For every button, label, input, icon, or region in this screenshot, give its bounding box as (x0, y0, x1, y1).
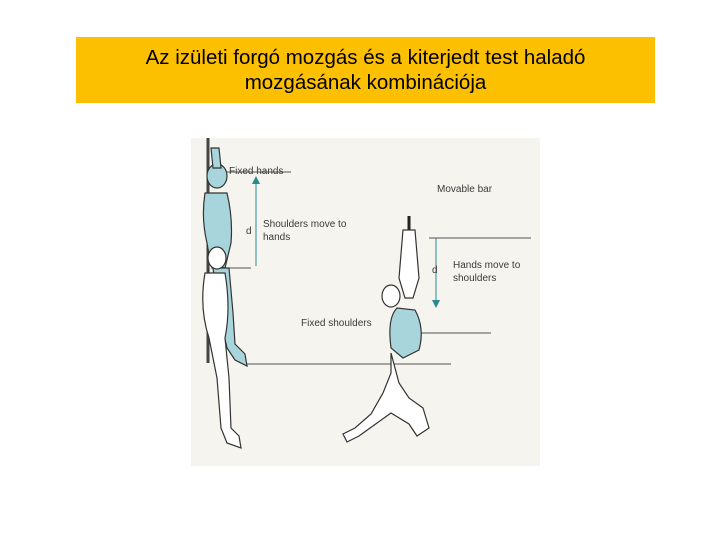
title-line-1: Az izületi forgó mozgás és a kiterjedt test haladó (145, 46, 586, 69)
climber-figure (203, 148, 247, 448)
right-arrowhead (432, 300, 440, 308)
label-shoulders-move-1: Shoulders move to (263, 219, 347, 230)
title-line-2: mozgásának kombinációja (244, 71, 487, 94)
label-d-left: d (246, 226, 252, 237)
label-shoulders-move-2: hands (263, 232, 291, 243)
label-movable-bar: Movable bar (437, 184, 493, 195)
label-hands-move-2: shoulders (453, 273, 497, 284)
left-arrowhead (252, 176, 260, 184)
label-fixed-hands: Fixed hands (229, 166, 284, 177)
label-fixed-shoulders: Fixed shoulders (301, 318, 372, 329)
exercise-illustration (191, 138, 540, 466)
slide-title (76, 37, 655, 103)
kneeling-figure (343, 216, 429, 442)
label-d-right: d (432, 265, 438, 276)
label-hands-move-1: Hands move to (453, 260, 521, 271)
